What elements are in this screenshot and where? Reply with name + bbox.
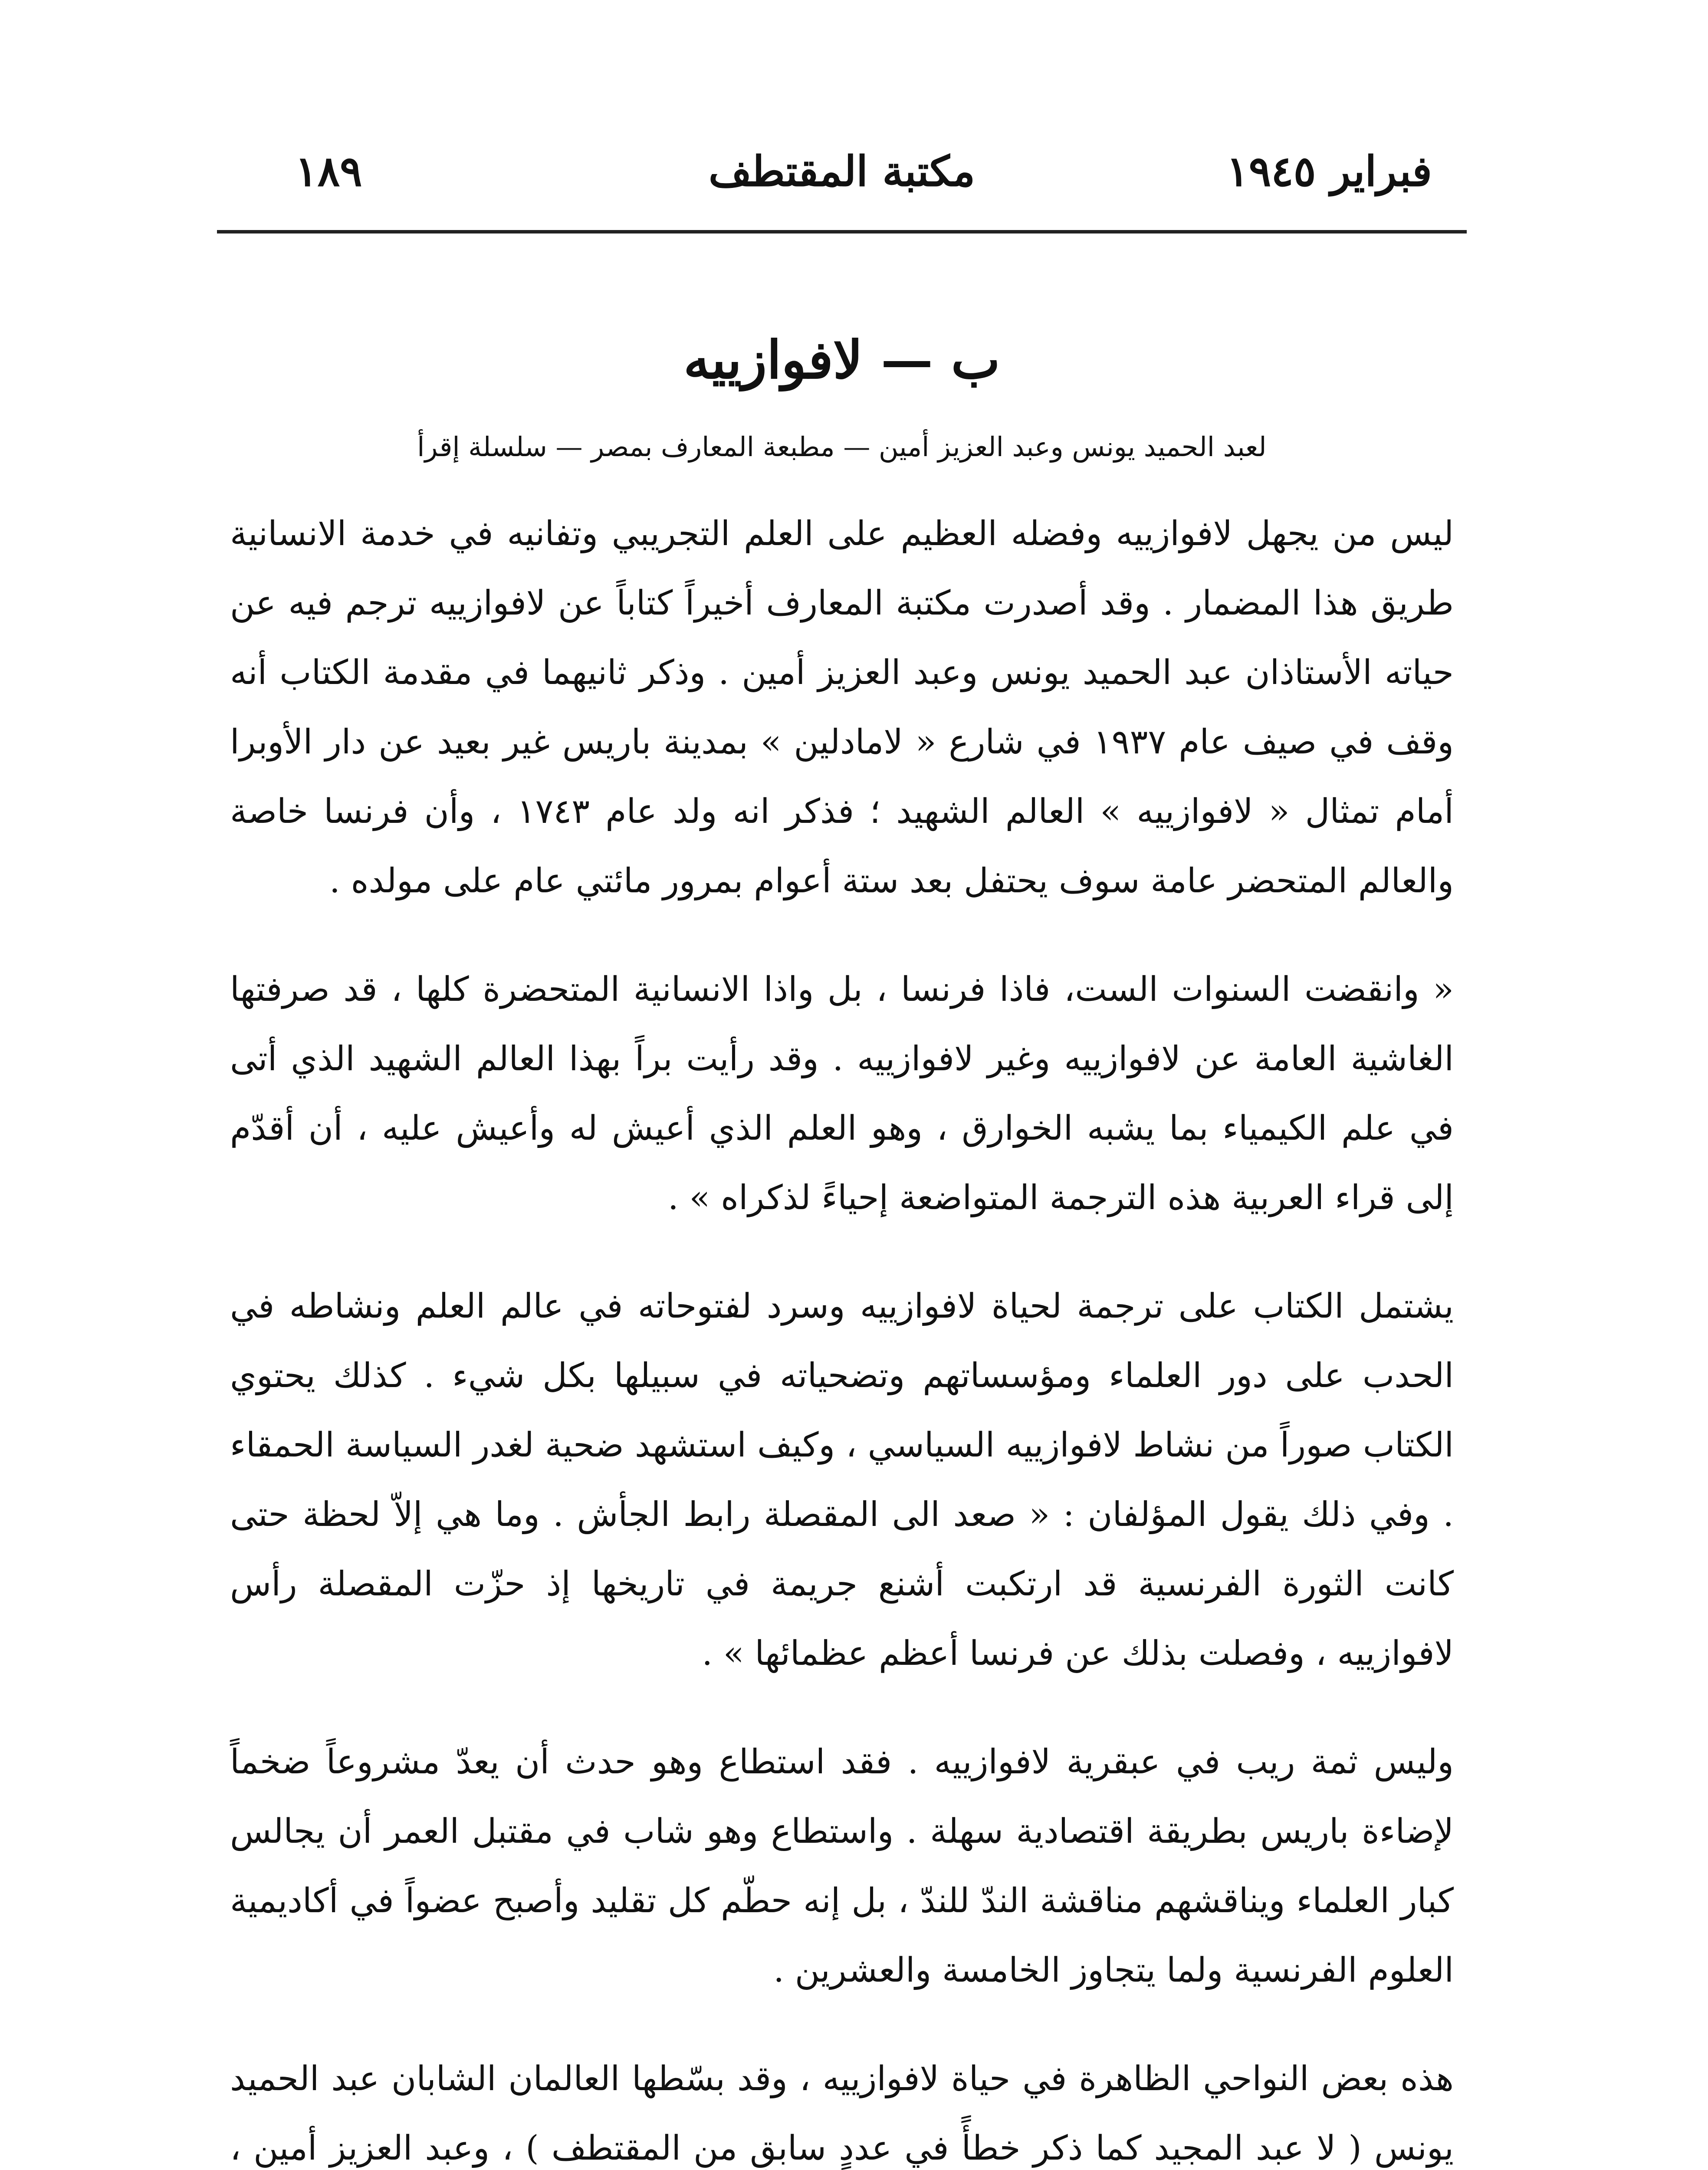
paragraph-5: هذه بعض النواحي الظاهرة في حياة لافوازييه ، وقد بسّطها العالمان الشابان عبد الحميد يونس ( لا عبد المجيد كما ذكر خطأً في عددٍ سابقٍ من المقتطف ) ، وعبد العزيز أمين ، xyxy=(230,2059,1454,2168)
book-info-line: لعبد الحميد يونس وعبد العزيز أمين — مطبعة المعارف بمصر — سلسلة إقرأ xyxy=(417,431,1267,463)
section-title: مكتبة المقتطف xyxy=(708,147,976,196)
running-header xyxy=(217,143,1467,208)
paragraph-2-quote: « وانقضت السنوات الست، فاذا فرنسا ، بل واذا الانسانية المتحضرة كلها ، قد صرفتها الغاشية العامة عن لافوازييه وغير لافوازييه . وقد رأيت براً بهذا العالم الشهيد الذي أتى في علم الكيمياء بما يشبه الخوارق ، وهو العلم الذي أعيش له وأعيش عليه ، أن أقدّم إلى قراء العربية هذه الترجمة المتواضعة إحياءً لذكراه » . xyxy=(230,970,1454,1217)
article-body xyxy=(230,499,1454,2170)
header-divider xyxy=(217,230,1467,233)
paragraph-4: وليس ثمة ريب في عبقرية لافوازييه . فقد استطاع وهو حدث أن يعدّ مشروعاً ضخماً لإضاءة باريس بطريقة اقتصادية سهلة . واستطاع وهو شاب في مقتبل العمر أن يجالس كبار العلماء ويناقشهم مناقشة الندّ للندّ ، بل إنه حطّم كل تقليد وأصبح عضواً في أكاديمية العلوم الفرنسية ولما يتجاوز الخامسة والعشرين . xyxy=(230,1743,1454,1990)
article-title: ب — لافوازييه xyxy=(683,329,1000,391)
paragraph-1: ليس من يجهل لافوازييه وفضله العظيم على العلم التجريبي وتفانيه في خدمة الانسانية طريق هذا المضمار . وقد أصدرت مكتبة المعارف أخيراً كتاباً عن لافوازييه ترجم فيه عن حياته الأستاذان عبد الحميد يونس وعبد العزيز أمين . وذكر ثانيهما في مقدمة الكتاب أنه وقف في صيف عام ١٩٣٧ في شارع « لامادلين » بمدينة باريس غير بعيد عن دار الأوبرا أمام تمثال « لافوازييه » العالم الشهيد ؛ فذكر انه ولد عام ١٧٤٣ ، وأن فرنسا خاصة والعالم المتحضر عامة سوف يحتفل بعد ستة أعوام بمرور مائتي عام على مولده . xyxy=(230,514,1454,901)
paragraph-3: يشتمل الكتاب على ترجمة لحياة لافوازييه وسرد لفتوحاته في عالم العلم ونشاطه في الحدب على دور العلماء ومؤسساتهم وتضحياته في سبيلها بكل شيء . كذلك يحتوي الكتاب صوراً من نشاط لافوازييه السياسي ، وكيف استشهد ضحية لغدر السياسة الحمقاء . وفي ذلك يقول المؤلفان : « صعد الى المقصلة رابط الجأش . وما هي إلاّ لحظة حتى كانت الثورة الفرنسية قد ارتكبت أشنع جريمة في تاريخها إذ حزّت المقصلة رأس لافوازييه ، وفصلت بذلك عن فرنسا أعظم عظمائها » . xyxy=(230,1287,1454,1673)
page-number: ١٨٩ xyxy=(295,147,362,196)
issue-date: فبراير ١٩٤٥ xyxy=(1226,147,1432,196)
